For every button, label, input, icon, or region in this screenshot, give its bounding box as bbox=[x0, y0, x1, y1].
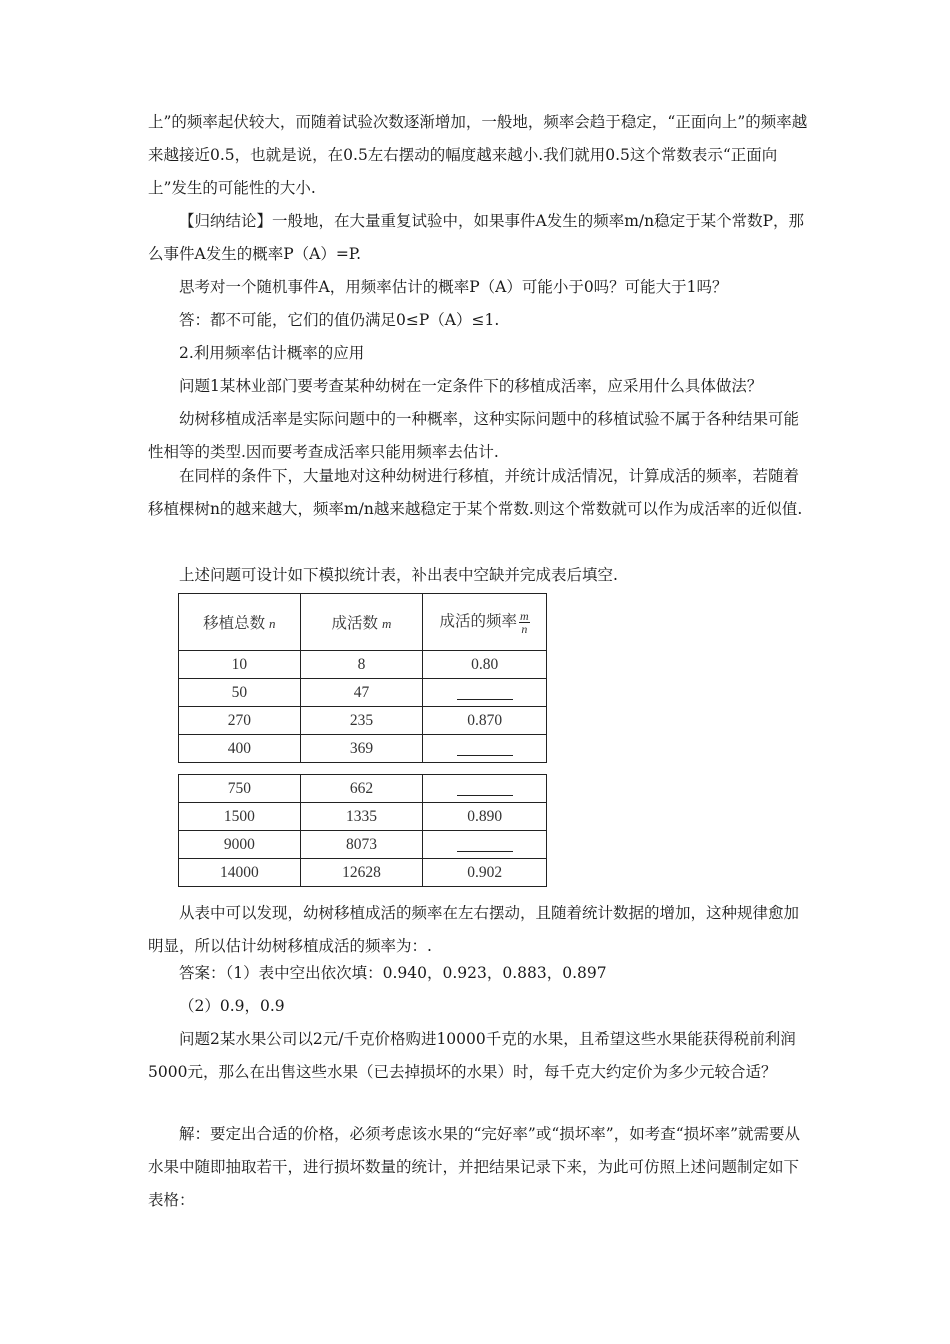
fill-in-blank[interactable] bbox=[457, 781, 513, 796]
statistics-table-top bbox=[178, 593, 547, 763]
table-cell: 0.890 bbox=[423, 803, 547, 831]
table-row bbox=[179, 735, 547, 763]
fill-in-blank[interactable] bbox=[457, 837, 513, 852]
table-row bbox=[179, 803, 547, 831]
table-cell-blank[interactable] bbox=[423, 735, 547, 763]
paragraph-observation: 从表中可以发现，幼树移植成活的频率在左右摆动，且随着统计数据的增加，这种规律愈加明显，所以估计幼树移植成活的频率为：. bbox=[148, 904, 800, 955]
paragraph-method: 在同样的条件下，大量地对这种幼树进行移植，并统计成活情况，计算成活的频率，若随着移植棵树n的越来越大，频率m/n越来越稳定于某个常数.则这个常数就可以作为成活率的近似值. bbox=[148, 467, 803, 518]
table-cell-blank[interactable] bbox=[423, 831, 547, 859]
table-row bbox=[179, 859, 547, 887]
header-total: 移植总数 n bbox=[179, 594, 301, 651]
paragraph-answer-1: 答案：（1）表中空出依次填：0.940，0.923，0.883，0.897 bbox=[179, 964, 607, 982]
paragraph-table-intro: 上述问题可设计如下模拟统计表，补出表中空缺并完成表后填空. bbox=[179, 566, 618, 584]
table-cell: 750 bbox=[179, 775, 301, 803]
paragraph-coin-frequency: 上”的频率起伏较大，而随着试验次数逐渐增加，一般地，频率会趋于稳定，“正面向上”的频率越来越接近0.5，也就是说，在0.5左右摆动的幅度越来越小.我们就用0.5这个常数表示“正面向上”发生的可能性的大小. bbox=[148, 113, 808, 197]
table-cell: 9000 bbox=[179, 831, 301, 859]
table-cell: 47 bbox=[300, 679, 423, 707]
paragraph-conclusion: 【归纳结论】一般地，在大量重复试验中，如果事件A发生的频率m/n稳定于某个常数P，那么事件A发生的概率P（A）=P. bbox=[148, 212, 805, 263]
table-cell: 8073 bbox=[300, 831, 423, 859]
table-cell: 0.902 bbox=[423, 859, 547, 887]
fill-in-blank[interactable] bbox=[457, 685, 513, 700]
table-cell: 1335 bbox=[300, 803, 423, 831]
paragraph-think: 思考对一个随机事件A，用频率估计的概率P（A）可能小于0吗？可能大于1吗？ bbox=[179, 278, 728, 296]
table-cell: 12628 bbox=[300, 859, 423, 887]
table-cell-blank[interactable] bbox=[423, 679, 547, 707]
table-cell: 8 bbox=[300, 651, 423, 679]
header-frequency: 成活的频率 $\frac{m}{n}$ bbox=[423, 594, 547, 651]
table-cell: 270 bbox=[179, 707, 301, 735]
table-cell: 50 bbox=[179, 679, 301, 707]
paragraph-answer: 答：都不可能，它们的值仍满足0≤P（A）≤1. bbox=[179, 311, 500, 329]
table-row bbox=[179, 651, 547, 679]
table-cell: 1500 bbox=[179, 803, 301, 831]
section-heading: 2.利用频率估计概率的应用 bbox=[179, 344, 365, 362]
paragraph-solution: 解：要定出合适的价格，必须考虑该水果的“完好率”或“损坏率”，如考查“损坏率”就需要从水果中随即抽取若干，进行损坏数量的统计，并把结果记录下来，为此可仿照上述问题制定如下表格： bbox=[148, 1125, 801, 1209]
paragraph-explanation: 幼树移植成活率是实际问题中的一种概率，这种实际问题中的移植试验不属于各种结果可能性相等的类型.因而要考查成活率只能用频率去估计. bbox=[148, 410, 800, 461]
paragraph-problem-2: 问题2某水果公司以2元/千克价格购进10000千克的水果，且希望这些水果能获得税前利润5000元，那么在出售这些水果（已去掉损坏的水果）时，每千克大约定价为多少元较合适？ bbox=[148, 1030, 796, 1081]
table-cell: 0.80 bbox=[423, 651, 547, 679]
statistics-table-bottom bbox=[178, 774, 547, 887]
table-row bbox=[179, 831, 547, 859]
table-cell: 662 bbox=[300, 775, 423, 803]
paragraph-answer-2: （2）0.9，0.9 bbox=[179, 997, 285, 1015]
table-row bbox=[179, 679, 547, 707]
paragraph-problem-1: 问题1某林业部门要考查某种幼树在一定条件下的移植成活率，应采用什么具体做法？ bbox=[179, 377, 763, 395]
table-cell: 369 bbox=[300, 735, 423, 763]
fill-in-blank[interactable] bbox=[457, 741, 513, 756]
table-row bbox=[179, 775, 547, 803]
table-cell: 14000 bbox=[179, 859, 301, 887]
fraction-m-over-n: $\frac{m}{n}$ bbox=[520, 608, 529, 636]
table-cell: 400 bbox=[179, 735, 301, 763]
table-cell-blank[interactable] bbox=[423, 775, 547, 803]
table-cell: 10 bbox=[179, 651, 301, 679]
header-alive: 成活数 m bbox=[300, 594, 423, 651]
table-cell: 0.870 bbox=[423, 707, 547, 735]
table-cell: 235 bbox=[300, 707, 423, 735]
table-row bbox=[179, 707, 547, 735]
table-header-row bbox=[179, 594, 547, 651]
